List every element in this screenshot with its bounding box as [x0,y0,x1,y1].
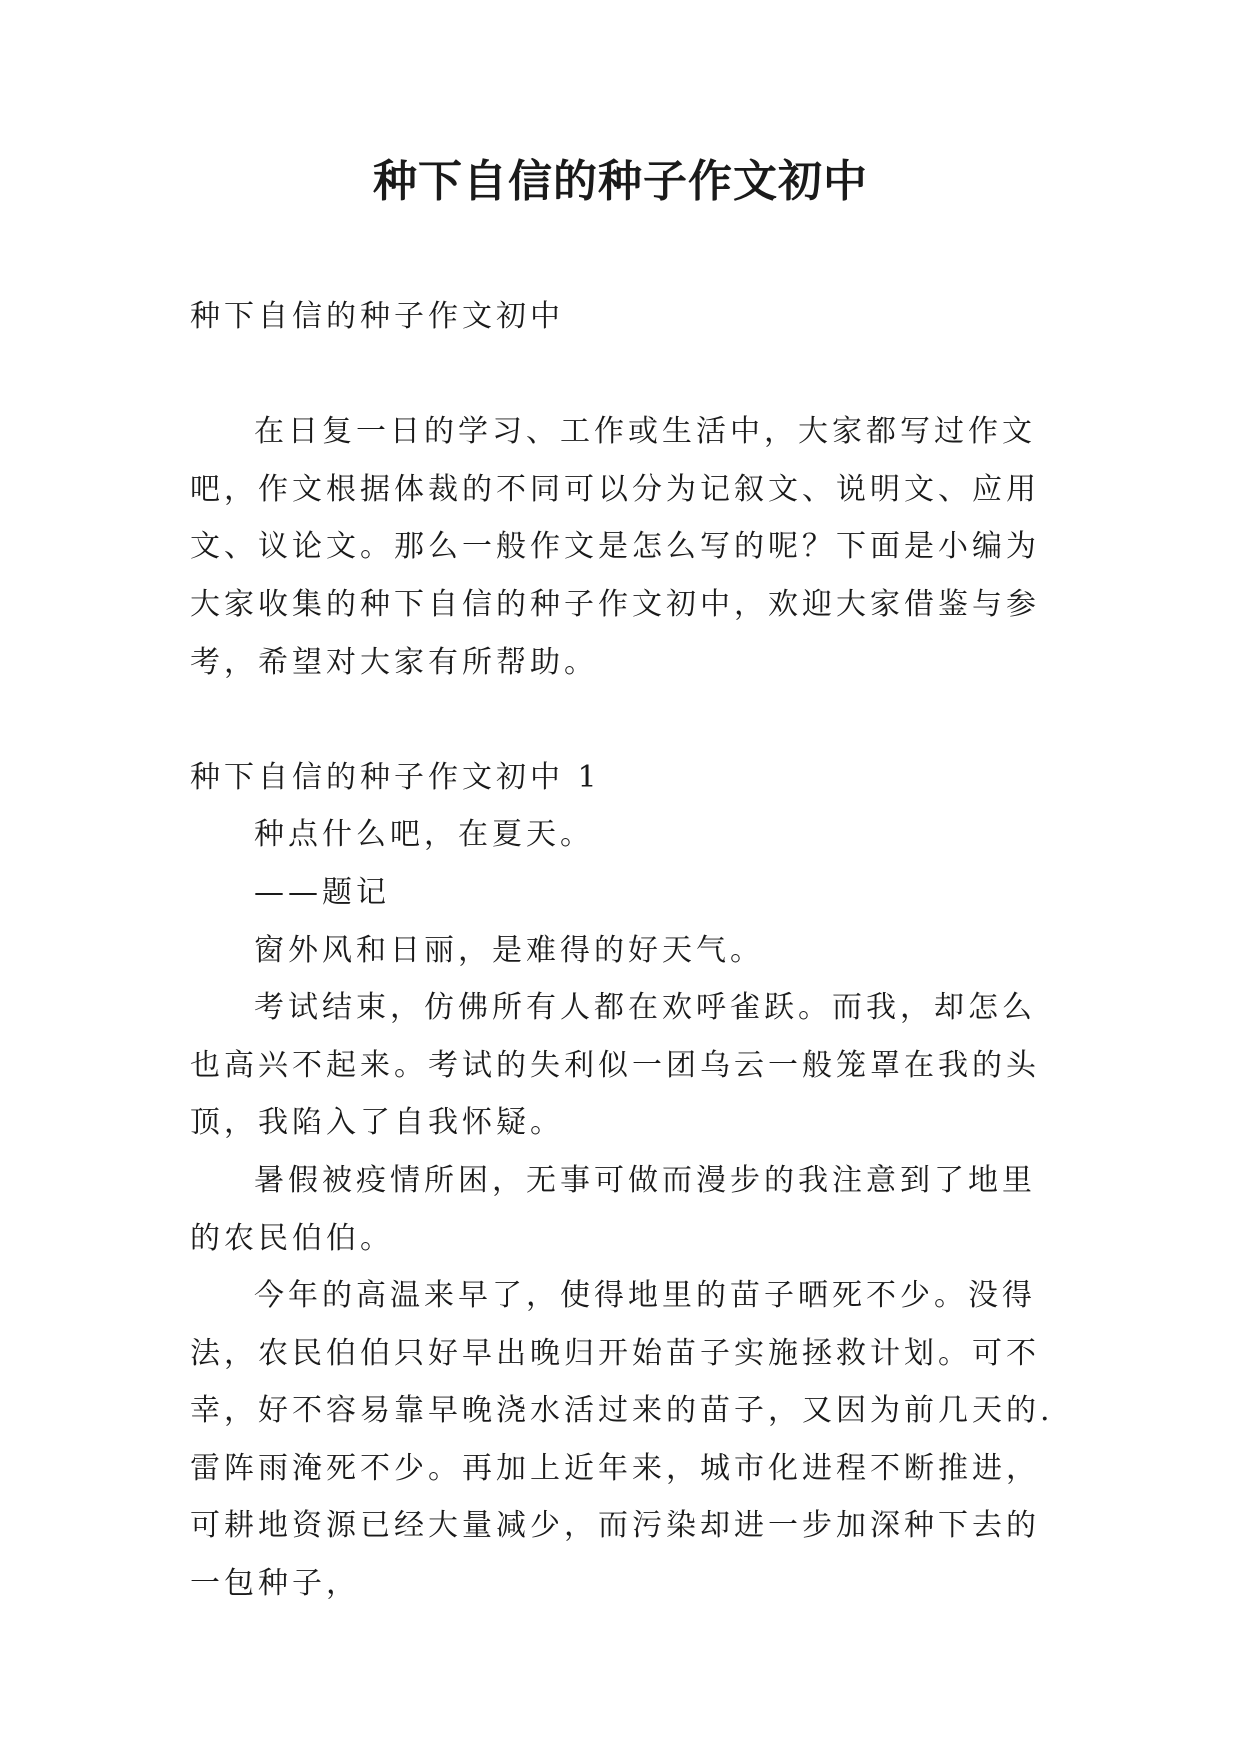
section-heading: 种下自信的种子作文初中 1 [190,759,601,795]
intro-heading: 种下自信的种子作文初中 [190,299,564,334]
paragraph: 今年的高温来早了，使得地里的苗子晒死不少。没得法，农民伯伯只好早出晚归开始苗子实施拯救计划。可不幸，好不容易靠早晚浇水活过来的苗子，又因为前几天的.雷阵雨淹死不少。再加上近年来，城市化进程不断推进，可耕地资源已经大量减少，而污染却进一步加深种下去的一包种子， [190,1278,1054,1602]
paragraph: ——题记 [254,874,390,910]
paragraph: 种点什么吧，在夏天。 [254,817,594,853]
document-body [190,288,1054,1613]
paragraph: 考试结束，仿佛所有人都在欢呼雀跃。而我，却怎么也高兴不起来。考试的失利似一团乌云一般笼罩在我的头顶，我陷入了自我怀疑。 [190,990,1040,1141]
paragraph: 窗外风和日丽，是难得的好天气。 [254,932,764,968]
intro-paragraph: 在日复一日的学习、工作或生活中，大家都写过作文吧，作文根据体裁的不同可以分为记叙文、说明文、应用文、议论文。那么一般作文是怎么写的呢？下面是小编为大家收集的种下自信的种子作文初中，欢迎大家借鉴与参考，希望对大家有所帮助。 [190,414,1040,680]
paragraph: 暑假被疫情所困，无事可做而漫步的我注意到了地里的农民伯伯。 [190,1162,1036,1256]
document-title: 种下自信的种子作文初中 [373,156,868,207]
